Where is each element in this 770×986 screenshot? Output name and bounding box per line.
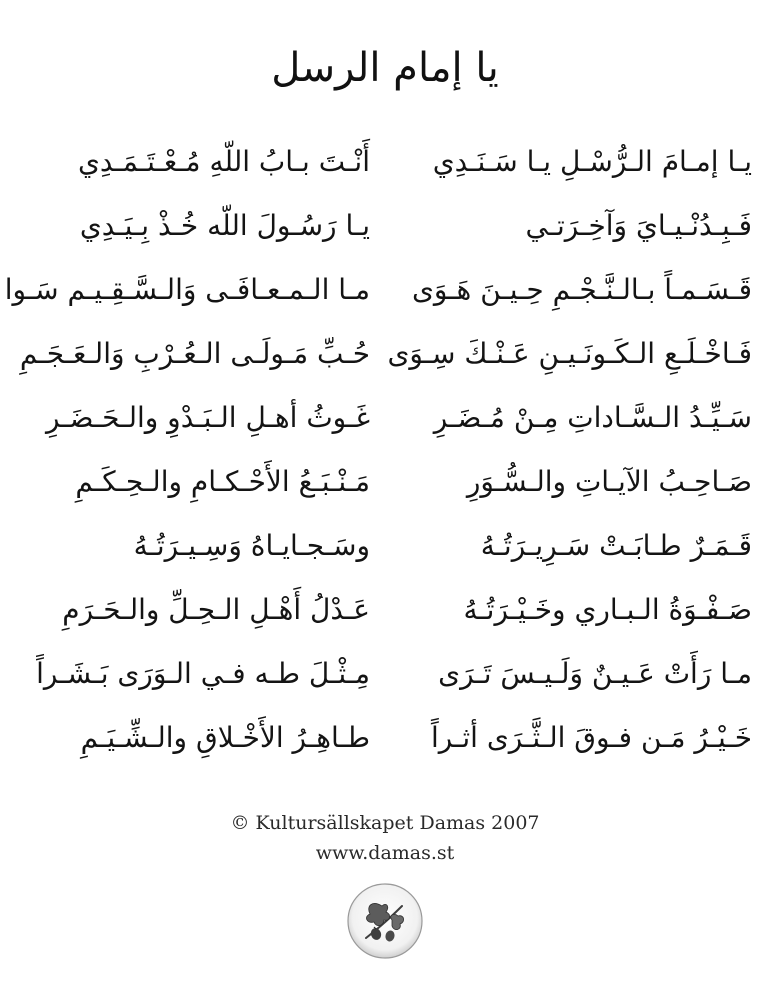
poem-body xyxy=(4,132,752,772)
copyright-notice: © Kultursällskapet Damas 2007 xyxy=(230,812,540,834)
verse-first-hemistich: قَـسَـمـاً بـالـنَّـجْـمِ حِـيـنَ هَـوَى xyxy=(411,273,752,306)
verse-first-hemistich: سَـيِّـدُ الـسَّـاداتِ مِـنْ مُـضَـرِ xyxy=(433,401,752,434)
website-link[interactable]: www.damas.st xyxy=(315,842,455,864)
couplet xyxy=(4,260,752,324)
couplet xyxy=(18,324,752,388)
verse-second-hemistich: وسَـجـايـاهُ وَسِـيـرَتُـهُ xyxy=(133,529,370,562)
verse-first-hemistich: خَـيْـرُ مَـن فـوقَ الـثَّـرَى أثـراً xyxy=(430,721,752,754)
verse-first-hemistich: صَـاحِـبُ الآيـاتِ والـسُّـوَرِ xyxy=(466,465,752,498)
verse-first-hemistich: يـا إمـامَ الـرُّسْـلِ يـا سَـنَـدِي xyxy=(432,145,752,178)
verse-first-hemistich: قَـمَـرٌ طـابَـتْ سَـرِيـرَتُـهُ xyxy=(480,529,752,562)
verse-second-hemistich: أَنْـتَ بـابُ اللّهِ مُـعْـتَـمَـدِي xyxy=(77,145,370,178)
verse-second-hemistich: مـا الـمـعـافَـى وَالـسَّـقِـيـم سَـوا xyxy=(4,273,370,306)
verse-second-hemistich: عَـدْلُ أَهْـلِ الـحِـلِّ والـحَـرَمِ xyxy=(62,593,370,626)
couplet xyxy=(18,452,752,516)
couplet xyxy=(18,644,752,708)
footer xyxy=(0,808,770,868)
verse-first-hemistich: فَـاخْـلَـعِ الـكَـونَـيـنِ عَـنْـكَ سِـوَى xyxy=(387,337,752,370)
verse-second-hemistich: طـاهِـرُ الأَخْـلاقِ والـشِّـيَـمِ xyxy=(80,721,370,754)
fig-branch-icon xyxy=(346,882,424,960)
verse-second-hemistich: مِـثْـلَ طـه فـي الـوَرَى بَـشَـراً xyxy=(36,657,370,690)
verse-first-hemistich: فَـبِـدُنْـيـايَ وَآخِـرَتـي xyxy=(525,209,752,242)
couplet xyxy=(18,580,752,644)
couplet xyxy=(18,196,752,260)
verse-second-hemistich: غَـوثُ أهـلِ الـبَـدْوِ والـحَـضَـرِ xyxy=(46,401,370,434)
couplet xyxy=(18,132,752,196)
couplet xyxy=(18,516,752,580)
verse-first-hemistich: مـا رَأَتْ عَـيـنٌ وَلَـيـسَ تَـرَى xyxy=(438,657,752,690)
verse-first-hemistich: صَـفْـوَةُ الـبـاري وخَـيْـرَتُـهُ xyxy=(463,593,752,626)
verse-second-hemistich: حُـبِّ مَـولَـى الـعُـرْبِ وَالـعَـجَـمِ xyxy=(19,337,370,370)
verse-second-hemistich: مَـنْـبَـعُ الأَحْـكـامِ والـحِـكَـمِ xyxy=(75,465,370,498)
couplet xyxy=(18,708,752,772)
verse-second-hemistich: يـا رَسُـولَ اللّه خُـذْ بِـيَـدِي xyxy=(79,209,370,242)
poem-title: يا إمام الرسل xyxy=(271,45,499,91)
couplet xyxy=(18,388,752,452)
